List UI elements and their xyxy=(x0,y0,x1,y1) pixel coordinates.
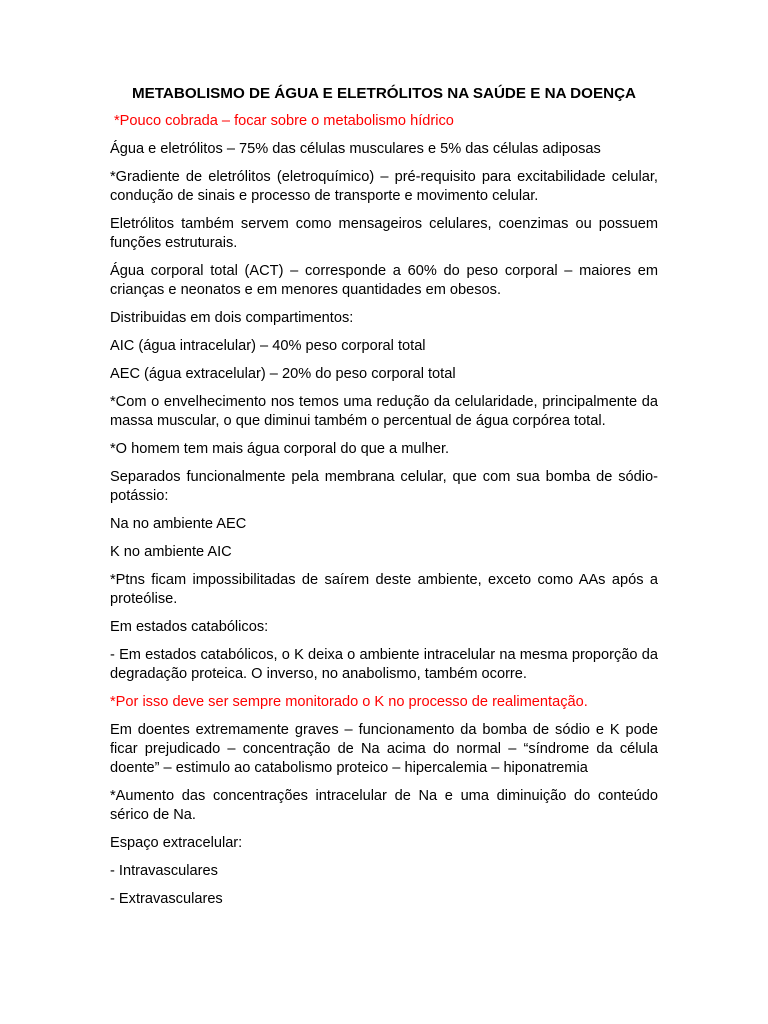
paragraph-catabolic-heading: Em estados catabólicos: xyxy=(110,619,269,635)
paragraph-na-aec: Na no ambiente AEC xyxy=(110,516,247,532)
list-item-intravascular: - Intravasculares xyxy=(110,863,218,879)
document-page xyxy=(110,84,658,918)
paragraph-aic: AIC (água intracelular) – 40% peso corporal total xyxy=(110,338,426,354)
paragraph-men-women: *O homem tem mais água corporal do que a mulher. xyxy=(110,441,450,457)
paragraph-compartments: Distribuidas em dois compartimentos: xyxy=(110,310,354,326)
paragraph-aec: AEC (água extracelular) – 20% do peso corporal total xyxy=(110,366,456,382)
paragraph-sodium-increase: *Aumento das concentrações intracelular de Na e uma diminuição do conteúdo sérico de Na. xyxy=(110,788,658,823)
paragraph-catabolic-k: - Em estados catabólicos, o K deixa o ambiente intracelular na mesma proporção da degradação proteica. O inverso, no anabolismo, também ocorre. xyxy=(110,647,658,682)
paragraph-water-electrolytes: Água e eletrólitos – 75% das células musculares e 5% das células adiposas xyxy=(110,141,601,157)
paragraph-aging: *Com o envelhecimento nos temos uma redução da celularidade, principalmente da massa muscular, o que diminui também o percentual de água corpórea total. xyxy=(110,394,658,429)
note-low-priority: *Pouco cobrada – focar sobre o metabolismo hídrico xyxy=(114,113,454,129)
paragraph-critical-patients: Em doentes extremamente graves – funcionamento da bomba de sódio e K pode ficar prejudicado – concentração de Na acima do normal – “síndrome da célula doente” – estimulo ao catabolismo proteico – hipercalemia – hiponatremia xyxy=(110,722,658,776)
paragraph-proteins: *Ptns ficam impossibilitadas de saírem deste ambiente, exceto como AAs após a proteólise. xyxy=(110,572,658,607)
paragraph-gradient: *Gradiente de eletrólitos (eletroquímico) – pré-requisito para excitabilidade celular, condução de sinais e processo de transporte e movimento celular. xyxy=(110,169,658,204)
paragraph-electrolyte-functions: Eletrólitos também servem como mensageiros celulares, coenzimas ou possuem funções estruturais. xyxy=(110,216,658,251)
paragraph-membrane: Separados funcionalmente pela membrana celular, que com sua bomba de sódio-potássio: xyxy=(110,469,658,504)
document-title: METABOLISMO DE ÁGUA E ELETRÓLITOS NA SAÚDE E NA DOENÇA xyxy=(131,85,637,102)
paragraph-total-body-water: Água corporal total (ACT) – corresponde a 60% do peso corporal – maiores em crianças e neonatos e em menores quantidades em obesos. xyxy=(110,263,658,298)
paragraph-extracellular-space: Espaço extracelular: xyxy=(110,835,243,851)
paragraph-k-aic: K no ambiente AIC xyxy=(110,544,232,560)
list-item-extravascular: - Extravasculares xyxy=(110,891,223,907)
note-refeeding: *Por isso deve ser sempre monitorado o K no processo de realimentação. xyxy=(110,694,588,710)
